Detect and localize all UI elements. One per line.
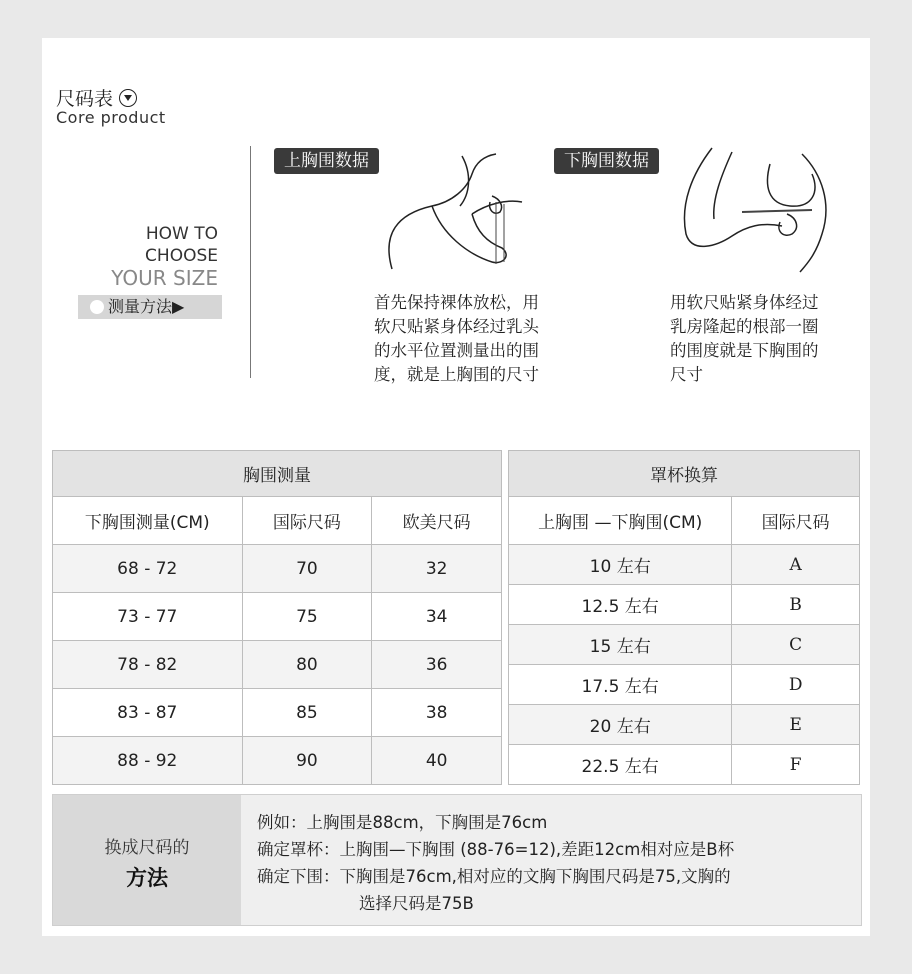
chevron-down-icon[interactable] (119, 89, 137, 107)
table-cell: 90 (242, 737, 372, 785)
note-line: 确定罩杯：上胸围—下胸围 (88-76=12),差距12cm相对应是B杯 (257, 840, 735, 859)
note-label-line-2: 方法 (126, 866, 168, 890)
column-header: 国际尺码 (732, 497, 860, 545)
how-to-line-1: HOW TO (145, 224, 218, 244)
table-cell: 15 左右 (509, 625, 732, 665)
table-cell: 68 - 72 (53, 545, 243, 593)
table-cell: 32 (372, 545, 502, 593)
table-cell: 22.5 左右 (509, 745, 732, 785)
lower-bust-illustration (672, 144, 832, 274)
table-cell: C (732, 625, 860, 665)
table-cell: F (732, 745, 860, 785)
table-cell: 40 (372, 737, 502, 785)
column-header: 欧美尺码 (372, 497, 502, 545)
note-line: 例如：上胸围是88cm，下胸围是76cm (257, 813, 548, 832)
cup-conversion-table (508, 450, 860, 785)
how-to-choose (111, 223, 218, 289)
table-cell: 34 (372, 593, 502, 641)
table-row (509, 545, 860, 585)
table-cell: 78 - 82 (53, 641, 243, 689)
lower-desc-line: 乳房隆起的根部一圈 (670, 317, 819, 336)
size-chart-card (42, 38, 870, 936)
page-title (56, 84, 137, 111)
table-row (509, 585, 860, 625)
upper-desc-line: 首先保持裸体放松，用 (374, 293, 539, 312)
upper-bust-tag: 上胸围数据 (274, 148, 379, 174)
upper-desc-line: 度，就是上胸围的尺寸 (374, 365, 539, 384)
note-text (257, 809, 734, 917)
column-header: 国际尺码 (242, 497, 372, 545)
upper-bust-description (374, 291, 539, 387)
column-header: 下胸围测量(CM) (53, 497, 243, 545)
table-cell: 10 左右 (509, 545, 732, 585)
table-row (509, 745, 860, 785)
upper-bust-illustration (372, 144, 532, 274)
lower-bust-description (670, 291, 819, 387)
table-cell: 75 (242, 593, 372, 641)
divider-line (250, 146, 251, 378)
lower-desc-line: 的围度就是下胸围的 (670, 341, 819, 360)
table-cell: 85 (242, 689, 372, 737)
note-label (53, 795, 241, 925)
page-title-text: 尺码表 (56, 88, 114, 110)
how-to-line-2: CHOOSE (145, 246, 218, 266)
table-cell: 83 - 87 (53, 689, 243, 737)
lower-desc-line: 尺寸 (670, 365, 703, 384)
table-row (53, 689, 502, 737)
lower-desc-line: 用软尺贴紧身体经过 (670, 293, 819, 312)
table-cell: A (732, 545, 860, 585)
table-cell: 80 (242, 641, 372, 689)
table-cell: E (732, 705, 860, 745)
cup-table-title: 罩杯换算 (509, 451, 860, 497)
note-line: 选择尺码是75B (359, 894, 474, 913)
how-to-line-3: YOUR SIZE (111, 266, 218, 290)
lower-bust-tag: 下胸围数据 (554, 148, 659, 174)
table-cell: 36 (372, 641, 502, 689)
table-cell: B (732, 585, 860, 625)
table-row (509, 705, 860, 745)
table-row (509, 625, 860, 665)
upper-desc-line: 软尺贴紧身体经过乳头 (374, 317, 539, 336)
table-cell: 12.5 左右 (509, 585, 732, 625)
note-label-line-1: 换成尺码的 (104, 838, 190, 858)
table-cell: 38 (372, 689, 502, 737)
table-cell: 73 - 77 (53, 593, 243, 641)
table-row (53, 641, 502, 689)
column-header: 上胸围 —下胸围(CM) (509, 497, 732, 545)
chest-measurement-table (52, 450, 502, 785)
table-cell: 70 (242, 545, 372, 593)
tape-measure-icon (90, 300, 104, 314)
table-row (53, 593, 502, 641)
chest-table-title: 胸围测量 (53, 451, 502, 497)
table-row (509, 665, 860, 705)
note-line: 确定下围：下胸围是76cm,相对应的文胸下胸围尺码是75,文胸的 (257, 867, 731, 886)
upper-desc-line: 的水平位置测量出的围 (374, 341, 539, 360)
table-cell: 17.5 左右 (509, 665, 732, 705)
table-cell: D (732, 665, 860, 705)
measure-method-button[interactable] (78, 295, 222, 319)
table-row (53, 545, 502, 593)
size-method-note (52, 794, 862, 926)
measure-method-label: 测量方法▶ (108, 297, 185, 316)
table-row (53, 737, 502, 785)
table-cell: 88 - 92 (53, 737, 243, 785)
page-subtitle: Core product (56, 108, 166, 127)
table-cell: 20 左右 (509, 705, 732, 745)
